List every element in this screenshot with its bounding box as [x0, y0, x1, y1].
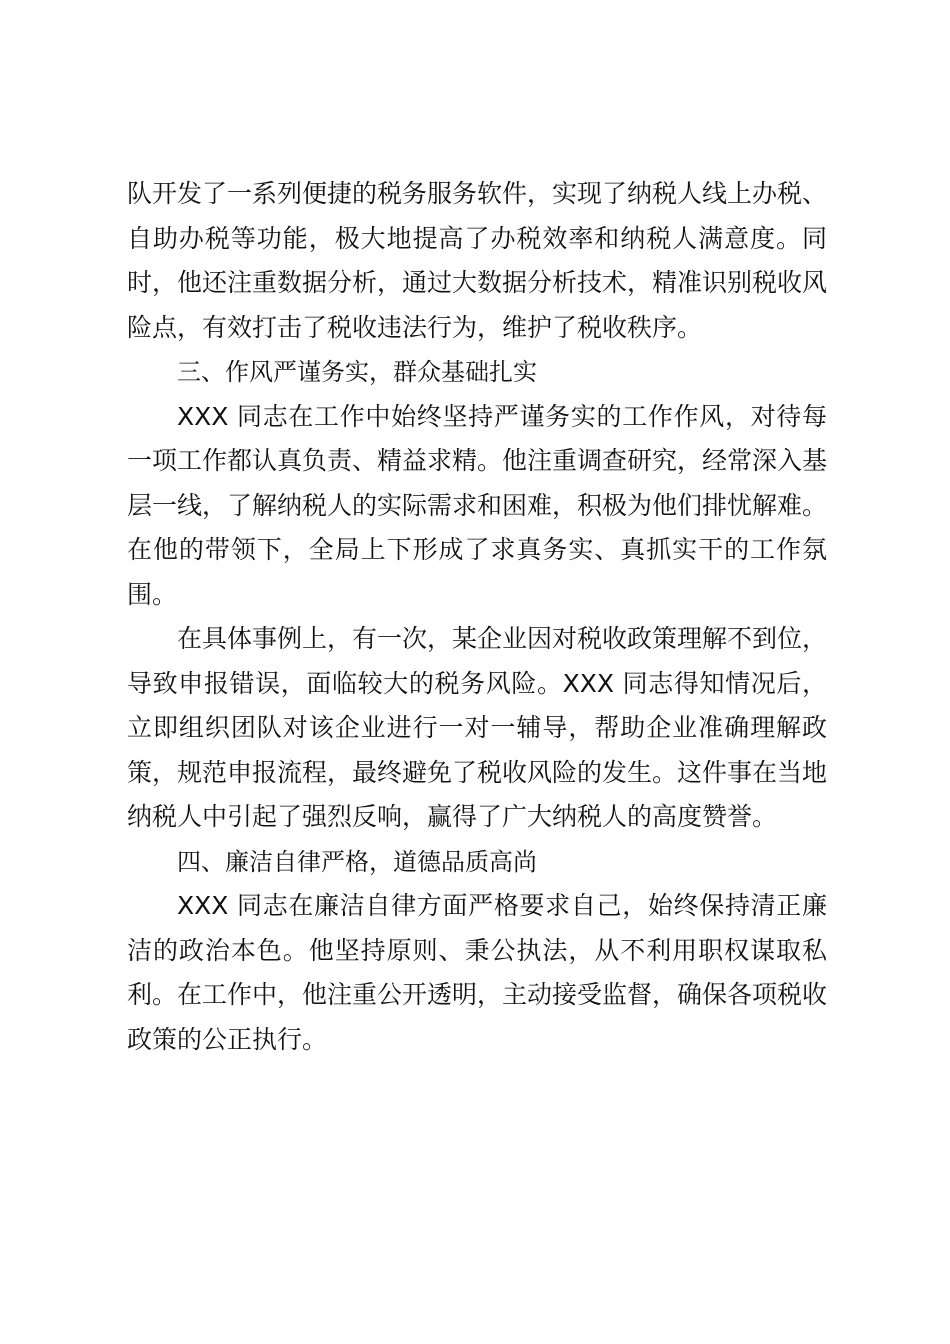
section-heading-4: 四、廉洁自律严格，道德品质高尚: [177, 847, 537, 876]
document-body: [127, 172, 827, 1062]
paragraph: XXX 同志在廉洁自律方面严格要求自己，始终保持清正廉洁的政治本色。他坚持原则、秉公执法，从不利用职权谋取私利。在工作中，他注重公开透明，主动接受监督，确保各项税收政策的公正执行。: [127, 891, 828, 1054]
paragraph-continued: 队开发了一系列便捷的税务服务软件，实现了纳税人线上办税、自助办税等功能，极大地提高了办税效率和纳税人满意度。同时，他还注重数据分析，通过大数据分析技术，精准识别税收风险点，有效打击了税收违法行为，维护了税收秩序。: [127, 179, 828, 342]
section-heading-3: 三、作风严谨务实，群众基础扎实: [177, 358, 537, 386]
paragraph: 在具体事例上，有一次，某企业因对税收政策理解不到位，导致申报错误，面临较大的税务风险。XXX 同志得知情况后，立即组织团队对该企业进行一对一辅导，帮助企业准确理解政策，规范申报流程，最终避免了税收风险的发生。这件事在当地纳税人中引起了强烈反响，赢得了广大纳税人的高度赞誉。: [127, 624, 828, 831]
paragraph: XXX 同志在工作中始终坚持严谨务实的工作作风，对待每一项工作都认真负责、精益求精。他注重调查研究，经常深入基层一线，了解纳税人的实际需求和困难，积极为他们排忧解难。在他的带领下，全局上下形成了求真务实、真抓实干的工作氛围。: [127, 401, 828, 609]
